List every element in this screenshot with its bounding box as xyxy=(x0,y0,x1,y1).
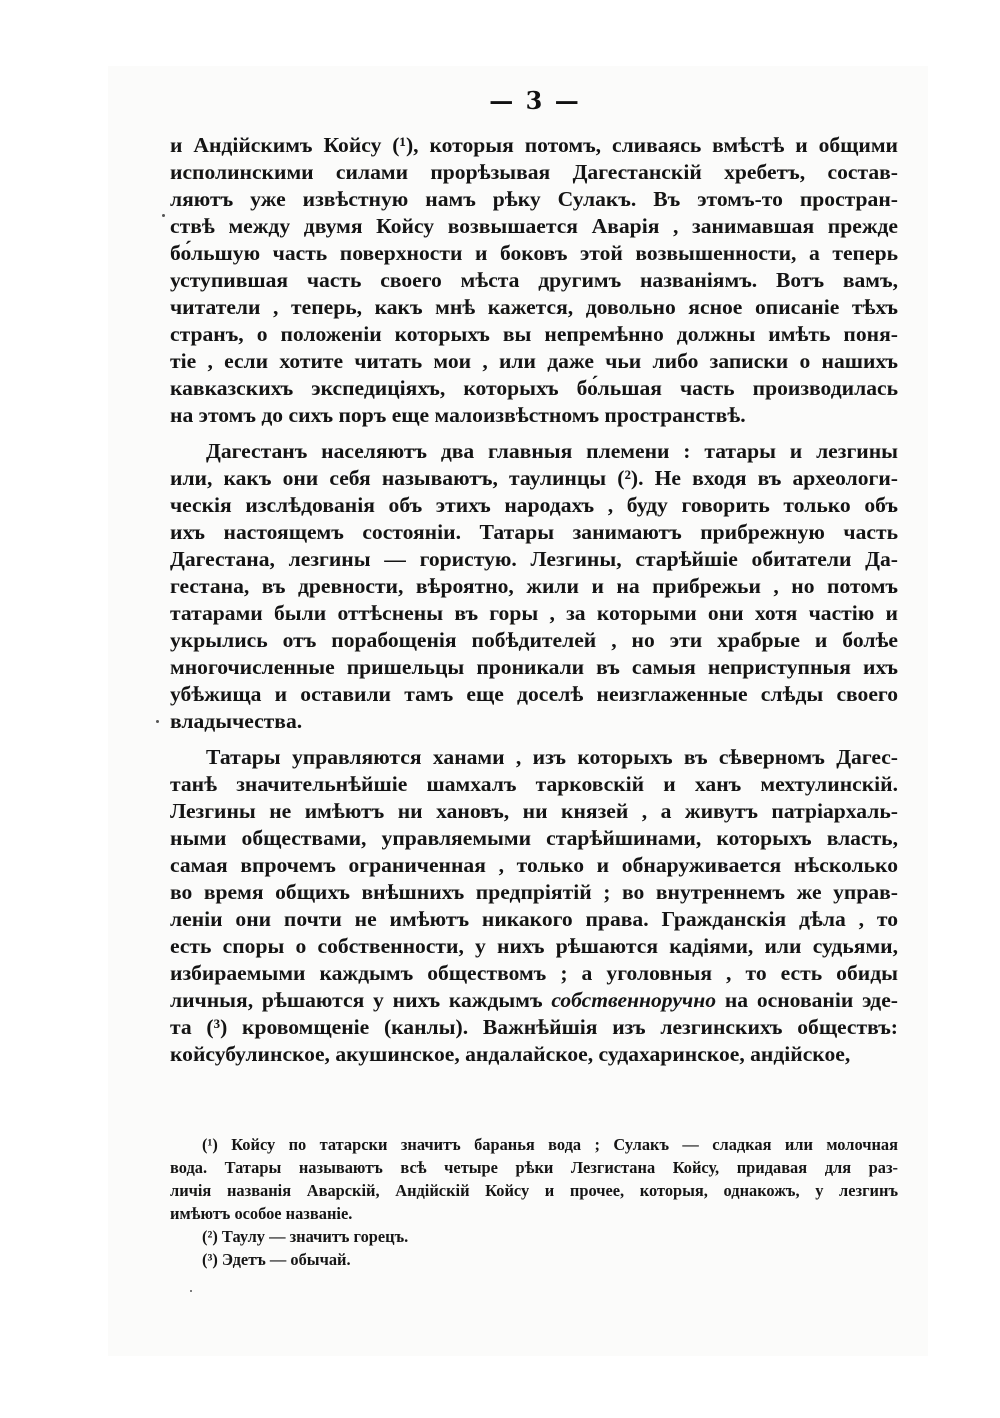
text-line: есть споры о собственности, у нихъ рѣшаются кадіями, или судьями, xyxy=(170,934,898,958)
text-line: или, какъ они себя называютъ, таулинцы (²). Не входя въ археологи- xyxy=(170,466,898,490)
text-line: Дагестанъ населяютъ два главныя племени : татары и лезгины xyxy=(206,439,898,463)
text-line: тіе , если хотите читать мои , или даже чьи либо записки о нашихъ xyxy=(170,349,898,373)
text-line: гестана, въ древности, вѣроятно, жили и на прибрежьи , но потомъ xyxy=(170,574,898,598)
text-line: ными обществами, управляемыми старѣйшинами, которыхъ власть, xyxy=(170,826,898,850)
text-line: во время общихъ внѣшнихъ предпріятій ; во внутреннемъ же управ- xyxy=(170,880,898,904)
text-line: Лезгины не имѣютъ ни хановъ, ни князей , а живутъ патріархаль- xyxy=(170,799,898,823)
text-line: ляютъ уже извѣстную намъ рѣку Сулакъ. Въ этомъ-то простран- xyxy=(170,187,898,211)
paragraph-3 xyxy=(170,744,898,1068)
text-line: исполинскими силами прорѣзывая Дагестанскій хребетъ, состав- xyxy=(170,160,898,184)
paragraph-1 xyxy=(170,132,898,429)
text-line: Дагестана, лезгины — гористую. Лезгины, старѣйшіе обитатели Да- xyxy=(170,547,898,571)
text-line: та (³) кровомщеніе (канлы). Важнѣйшія изъ лезгинскихъ обществъ: xyxy=(170,1015,898,1039)
text-line: на этомъ до сихъ поръ еще малоизвѣстномъ пространствѣ. xyxy=(170,403,746,427)
text-line: танѣ значительнѣйшіе шамхалъ тарковскій и ханъ мехтулинскій. xyxy=(170,772,898,796)
page-number: — 3 — xyxy=(489,86,581,115)
text-line: избираемыми каждымъ обществомъ ; а уголовныя , то есть обиды xyxy=(170,961,898,985)
text-line: самая впрочемъ ограниченная , только и обнаруживается нѣсколько xyxy=(170,853,898,877)
body-text xyxy=(170,132,898,1068)
footnote-line: вода. Татары называютъ всѣ четыре рѣки Лезгистана Койсу, придавая для раз- xyxy=(170,1158,898,1177)
footnote-line: (¹) Койсу по татарски значитъ баранья вода ; Сулакъ — сладкая или молочная xyxy=(202,1135,898,1154)
scan-speck xyxy=(190,1290,192,1292)
text-line: и Андійскимъ Койсу (¹), которыя потомъ, сливаясь вмѣстѣ и общими xyxy=(170,133,898,157)
footnote-2: (²) Таулу — значитъ горецъ. xyxy=(202,1227,409,1246)
text-line: уступившая часть своего мѣста другимъ названіямъ. Вотъ вамъ, xyxy=(170,268,898,292)
italic-word: собственноручно xyxy=(551,988,717,1012)
text-line: ствѣ между двумя Койсу возвышается Аварія , занимавшая прежде xyxy=(170,214,898,238)
footnotes xyxy=(170,1133,898,1271)
text-line: татарами были оттѣснены въ горы , за которыми они хотя частію и xyxy=(170,601,898,625)
text-segment: на основаніи эде- xyxy=(724,988,898,1012)
text-line: бо́льшую часть поверхности и боковъ этой возвышенности, а теперь xyxy=(170,241,898,265)
footnote-3: (³) Эдетъ — обычай. xyxy=(202,1250,351,1269)
text-line: читатели , теперь, какъ мнѣ кажется, довольно ясное описаніе тѣхъ xyxy=(170,295,898,319)
text-line: леніи они почти не имѣютъ никакого права. Гражданскія дѣла , то xyxy=(170,907,898,931)
text-line: Татары управляются ханами , изъ которыхъ въ сѣверномъ Дагес- xyxy=(206,745,898,769)
paragraph-2 xyxy=(170,438,898,735)
text-line: койсубулинское, акушинское, андалайское, судахаринское, андійское, xyxy=(170,1042,851,1066)
scan-speck xyxy=(162,214,165,217)
text-line-mixed xyxy=(170,987,898,1014)
text-line: ческія изслѣдованія объ этихъ народахъ , буду говорить только объ xyxy=(170,493,898,517)
text-line: владычества. xyxy=(170,709,303,733)
text-line: многочисленные пришельцы проникали въ самыя неприступныя ихъ xyxy=(170,655,898,679)
footnote-line: личія названія Аварскій, Андійскій Койсу и прочее, которыя, однакожъ, у лезгинъ xyxy=(170,1181,898,1200)
text-line: убѣжища и оставили тамъ еще доселѣ неизглаженные слѣды своего xyxy=(170,682,898,706)
text-segment: личныя, рѣшаются у нихъ каждымъ xyxy=(170,988,543,1012)
text-line: укрылись отъ порабощенія побѣдителей , но эти храбрые и болѣе xyxy=(170,628,898,652)
text-line: странъ, о положеніи которыхъ вы непремѣнно должны имѣть поня- xyxy=(170,322,898,346)
footnote-1 xyxy=(170,1133,898,1225)
scan-speck xyxy=(156,720,159,723)
text-line: ихъ настоящемъ состояніи. Татары занимаютъ прибрежную часть xyxy=(170,520,898,544)
footnote-line: имѣютъ особое названіе. xyxy=(170,1204,353,1223)
text-line: кавказскихъ экспедиціяхъ, которыхъ бо́льшая часть производилась xyxy=(170,376,898,400)
